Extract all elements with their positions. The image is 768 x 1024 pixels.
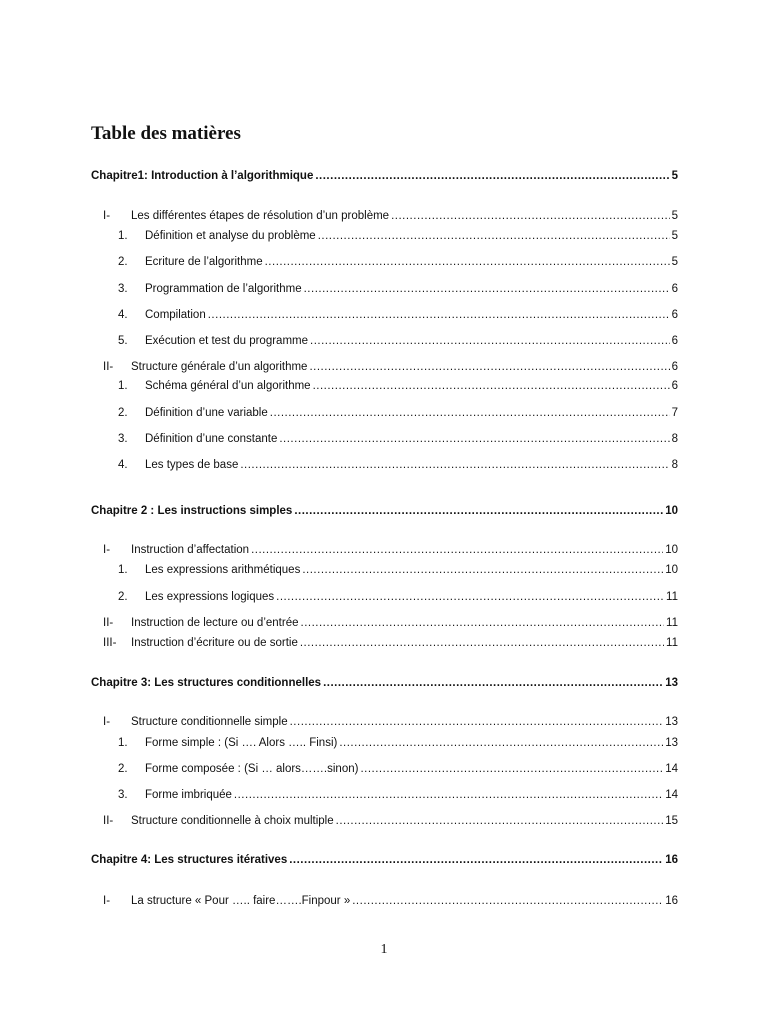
toc-entry-marker: I-	[103, 210, 111, 222]
toc-dot-leader	[318, 228, 670, 244]
toc-dot-leader	[323, 675, 663, 691]
toc-entry-section[interactable]	[103, 714, 678, 730]
toc-entry-marker: 2.	[118, 591, 128, 603]
toc-entry-text: Forme simple : (Si …. Alors ….. Finsi)	[145, 737, 338, 749]
toc-entry-marker: 1.	[118, 564, 128, 576]
toc-entry-page: 5	[671, 230, 678, 242]
toc-entry-chapter[interactable]	[91, 852, 678, 868]
toc-entry-page: 15	[665, 815, 678, 827]
toc-entry-page: 10	[665, 544, 678, 556]
toc-entry-text: Chapitre 4: Les structures itératives	[91, 854, 288, 866]
toc-dot-leader	[391, 208, 670, 224]
toc-dot-leader	[279, 431, 669, 447]
toc-entry-text: Chapitre 3: Les structures conditionnelles	[91, 677, 322, 689]
toc-entry-page: 13	[665, 716, 678, 728]
toc-dot-leader	[304, 281, 670, 297]
toc-entry-item[interactable]	[118, 562, 678, 578]
toc-dot-leader	[313, 378, 670, 394]
toc-dot-leader	[251, 542, 663, 558]
toc-entry-page: 11	[666, 617, 678, 629]
toc-entry-item[interactable]	[118, 787, 678, 803]
toc-entry-page: 6	[671, 335, 678, 347]
toc-entry-section[interactable]	[103, 208, 678, 224]
toc-entry-chapter[interactable]	[91, 503, 678, 519]
toc-dot-leader	[310, 333, 670, 349]
toc-entry-text: Programmation de l’algorithme	[145, 283, 302, 295]
toc-dot-leader	[352, 893, 663, 909]
toc-entry-item[interactable]	[118, 589, 678, 605]
toc-entry-page: 6	[671, 361, 678, 373]
toc-dot-leader	[339, 735, 663, 751]
toc-dot-leader	[265, 254, 670, 270]
toc-dot-leader	[234, 787, 663, 803]
toc-entry-text: Définition d’une constante	[145, 433, 278, 445]
toc-entry-text: Les types de base	[145, 459, 239, 471]
toc-entry-text: Forme composée : (Si … alors…….sinon)	[145, 763, 359, 775]
toc-entry-text: Les expressions logiques	[145, 591, 275, 603]
toc-entry-marker: 1.	[118, 230, 128, 242]
toc-entry-item[interactable]	[118, 228, 678, 244]
toc-entry-text: Compilation	[145, 309, 206, 321]
toc-entry-item[interactable]	[118, 761, 678, 777]
toc-dot-leader	[289, 852, 663, 868]
toc-entry-page: 10	[665, 505, 678, 517]
toc-dot-leader	[360, 761, 663, 777]
toc-title: Table des matières	[91, 123, 241, 144]
toc-entry-page: 11	[666, 591, 678, 603]
toc-entry-section[interactable]	[103, 635, 678, 651]
toc-entry-text: Chapitre 2 : Les instructions simples	[91, 505, 293, 517]
toc-dot-leader	[300, 635, 664, 651]
toc-dot-leader	[208, 307, 670, 323]
toc-entry-page: 5	[671, 210, 678, 222]
toc-entry-page: 5	[671, 256, 678, 268]
toc-entry-page: 14	[665, 789, 678, 801]
toc-entry-section[interactable]	[103, 542, 678, 558]
toc-dot-leader	[301, 615, 665, 631]
toc-entry-marker: 5.	[118, 335, 128, 347]
toc-entry-section[interactable]	[103, 813, 678, 829]
toc-dot-leader	[294, 503, 663, 519]
toc-entry-section[interactable]	[103, 893, 678, 909]
toc-entry-chapter[interactable]	[91, 675, 678, 691]
toc-entry-text: La structure « Pour ….. faire…….Finpour »	[131, 895, 351, 907]
toc-entry-page: 14	[665, 763, 678, 775]
toc-entry-item[interactable]	[118, 281, 678, 297]
toc-entry-text: Structure conditionnelle simple	[131, 716, 288, 728]
toc-dot-leader	[240, 457, 669, 473]
toc-entry-marker: III-	[103, 637, 117, 649]
toc-entry-item[interactable]	[118, 735, 678, 751]
toc-entry-marker: 1.	[118, 380, 128, 392]
toc-entry-marker: 2.	[118, 256, 128, 268]
toc-entry-marker: 3.	[118, 283, 128, 295]
toc-entry-page: 16	[665, 895, 678, 907]
toc-entry-marker: 2.	[118, 763, 128, 775]
toc-entry-text: Instruction d’écriture ou de sortie	[131, 637, 298, 649]
toc-entry-page: 8	[671, 433, 678, 445]
toc-entry-item[interactable]	[118, 254, 678, 270]
toc-dot-leader	[276, 589, 664, 605]
toc-entry-text: Instruction d’affectation	[131, 544, 250, 556]
toc-entry-page: 13	[665, 677, 678, 689]
toc-entry-marker: 2.	[118, 407, 128, 419]
toc-entry-page: 7	[671, 407, 678, 419]
page-number: 1	[380, 942, 388, 957]
toc-entry-text: Forme imbriquée	[145, 789, 232, 801]
toc-dot-leader	[336, 813, 664, 829]
toc-entry-marker: 3.	[118, 433, 128, 445]
toc-entry-text: Ecriture de l’algorithme	[145, 256, 263, 268]
toc-entry-marker: I-	[103, 716, 111, 728]
toc-entry-text: Chapitre1: Introduction à l’algorithmique	[91, 170, 314, 182]
toc-entry-marker: I-	[103, 544, 111, 556]
toc-entry-text: Structure conditionnelle à choix multiple	[131, 815, 334, 827]
toc-entry-marker: 4.	[118, 459, 128, 471]
toc-entry-page: 5	[671, 170, 678, 182]
toc-entry-marker: I-	[103, 895, 111, 907]
toc-entry-text: Schéma général d’un algorithme	[145, 380, 311, 392]
toc-entry-page: 13	[665, 737, 678, 749]
toc-entry-page: 8	[671, 459, 678, 471]
toc-entry-page: 6	[671, 380, 678, 392]
toc-entry-text: Structure générale d’un algorithme	[131, 361, 308, 373]
toc-entry-marker: II-	[103, 617, 114, 629]
toc-dot-leader	[302, 562, 663, 578]
toc-entry-chapter[interactable]	[91, 168, 678, 184]
toc-entry-item[interactable]	[118, 405, 678, 421]
toc-entry-marker: 3.	[118, 789, 128, 801]
toc-entry-page: 16	[665, 854, 678, 866]
toc-dot-leader	[309, 359, 669, 375]
toc-entry-marker: 1.	[118, 737, 128, 749]
toc-entry-section[interactable]	[103, 359, 678, 375]
toc-entry-text: Définition d’une variable	[145, 407, 268, 419]
toc-entry-section[interactable]	[103, 615, 678, 631]
toc-entry-item[interactable]	[118, 378, 678, 394]
toc-entry-text: Instruction de lecture ou d’entrée	[131, 617, 299, 629]
toc-entry-page: 6	[671, 283, 678, 295]
toc-dot-leader	[315, 168, 669, 184]
toc-entry-item[interactable]	[118, 431, 678, 447]
toc-entry-page: 10	[665, 564, 678, 576]
toc-entry-item[interactable]	[118, 333, 678, 349]
toc-entry-marker: II-	[103, 361, 114, 373]
toc-entry-text: Les différentes étapes de résolution d’un problème	[131, 210, 390, 222]
toc-entry-page: 11	[666, 637, 678, 649]
toc-dot-leader	[290, 714, 664, 730]
toc-entry-text: Définition et analyse du problème	[145, 230, 316, 242]
toc-entry-text: Les expressions arithmétiques	[145, 564, 301, 576]
toc-entry-item[interactable]	[118, 307, 678, 323]
toc-dot-leader	[270, 405, 670, 421]
toc-entry-marker: 4.	[118, 309, 128, 321]
toc-entry-page: 6	[671, 309, 678, 321]
toc-entry-text: Exécution et test du programme	[145, 335, 308, 347]
toc-entry-marker: II-	[103, 815, 114, 827]
toc-entry-item[interactable]	[118, 457, 678, 473]
